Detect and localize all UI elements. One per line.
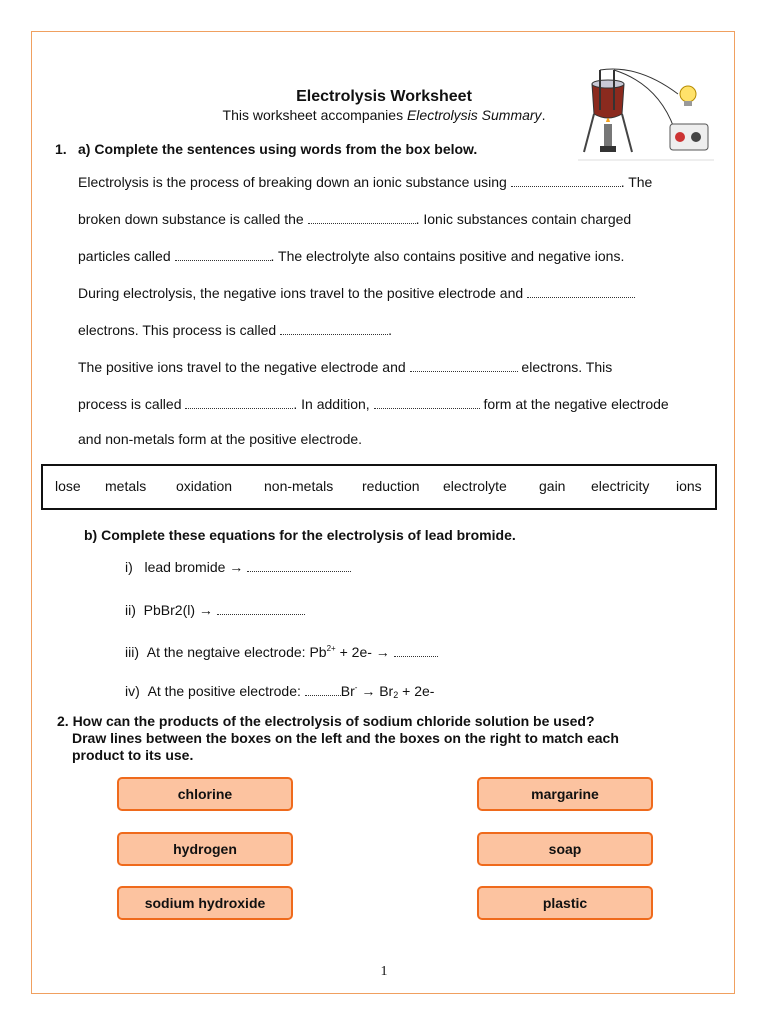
product-box-hydrogen[interactable]: hydrogen <box>117 832 293 866</box>
q2-line-2: Draw lines between the boxes on the left and the boxes on the right to match each <box>72 730 619 746</box>
sentence-line: electrons. This process is called . <box>78 322 392 338</box>
q2-line-3: product to its use. <box>72 747 194 763</box>
answer-blank[interactable] <box>217 600 305 615</box>
word-box-item: metals <box>105 478 147 494</box>
q1-number: 1. <box>55 141 67 157</box>
answer-blank[interactable] <box>511 172 621 187</box>
sentence-line: The positive ions travel to the negative electrode and electrons. This <box>78 359 613 375</box>
use-box-plastic[interactable]: plastic <box>477 886 653 920</box>
answer-blank[interactable] <box>175 246 271 261</box>
answer-blank[interactable] <box>247 557 351 572</box>
word-box-item: lose <box>55 478 81 494</box>
q1a-heading: a) Complete the sentences using words from the box below. <box>78 141 478 157</box>
word-box-item: reduction <box>362 478 420 494</box>
answer-blank[interactable] <box>185 394 293 409</box>
page-number: 1 <box>380 964 388 979</box>
word-box-item: non-metals <box>264 478 334 494</box>
sentence-line: broken down substance is called the . Ionic substances contain charged <box>78 211 632 227</box>
answer-blank[interactable] <box>374 394 480 409</box>
use-box-margarine[interactable]: margarine <box>477 777 653 811</box>
sentence-line: Electrolysis is the process of breaking down an ionic substance using . The <box>78 174 653 190</box>
word-box-item: gain <box>539 478 566 494</box>
word-box-item: ions <box>676 478 702 494</box>
word-box-item: electricity <box>591 478 650 494</box>
answer-blank[interactable] <box>527 283 635 298</box>
page-title: Electrolysis Worksheet <box>296 88 472 105</box>
q2-line-1: 2. How can the products of the electrolysis of sodium chloride solution be used? <box>57 713 595 729</box>
word-box-item: electrolyte <box>443 478 507 494</box>
product-box-sodium-hydroxide[interactable]: sodium hydroxide <box>117 886 293 920</box>
sentence-line: particles called . The electrolyte also contains positive and negative ions. <box>78 248 625 264</box>
use-box-soap[interactable]: soap <box>477 832 653 866</box>
sentence-line: process is called . In addition, form at the negative electrode <box>78 396 669 412</box>
answer-blank[interactable] <box>305 681 341 696</box>
subtitle: This worksheet accompanies Electrolysis Summary. <box>222 107 546 123</box>
q1b-heading: b) Complete these equations for the electrolysis of lead bromide. <box>84 527 516 543</box>
answer-blank[interactable] <box>410 357 518 372</box>
word-box-item: oxidation <box>176 478 233 494</box>
answer-blank[interactable] <box>280 320 388 335</box>
answer-blank[interactable] <box>394 642 438 657</box>
equation-ii: ii) PbBr2(l) → <box>125 600 305 618</box>
sentence-line: During electrolysis, the negative ions travel to the positive electrode and <box>78 283 635 301</box>
equation-i: i) lead bromide → <box>125 557 351 575</box>
answer-blank[interactable] <box>308 209 416 224</box>
equation-iii: iii) At the negtaive electrode: $Pb^{2+} + 2e-$ → <box>125 642 438 660</box>
equation-iv: iv) At the positive electrode: $Br^- \to Br_2 + 2e-$ <box>125 683 435 700</box>
product-box-chlorine[interactable]: chlorine <box>117 777 293 811</box>
electrolysis-apparatus-illustration <box>578 64 718 164</box>
sentence-line: and non-metals form at the positive electrode. <box>78 431 363 447</box>
